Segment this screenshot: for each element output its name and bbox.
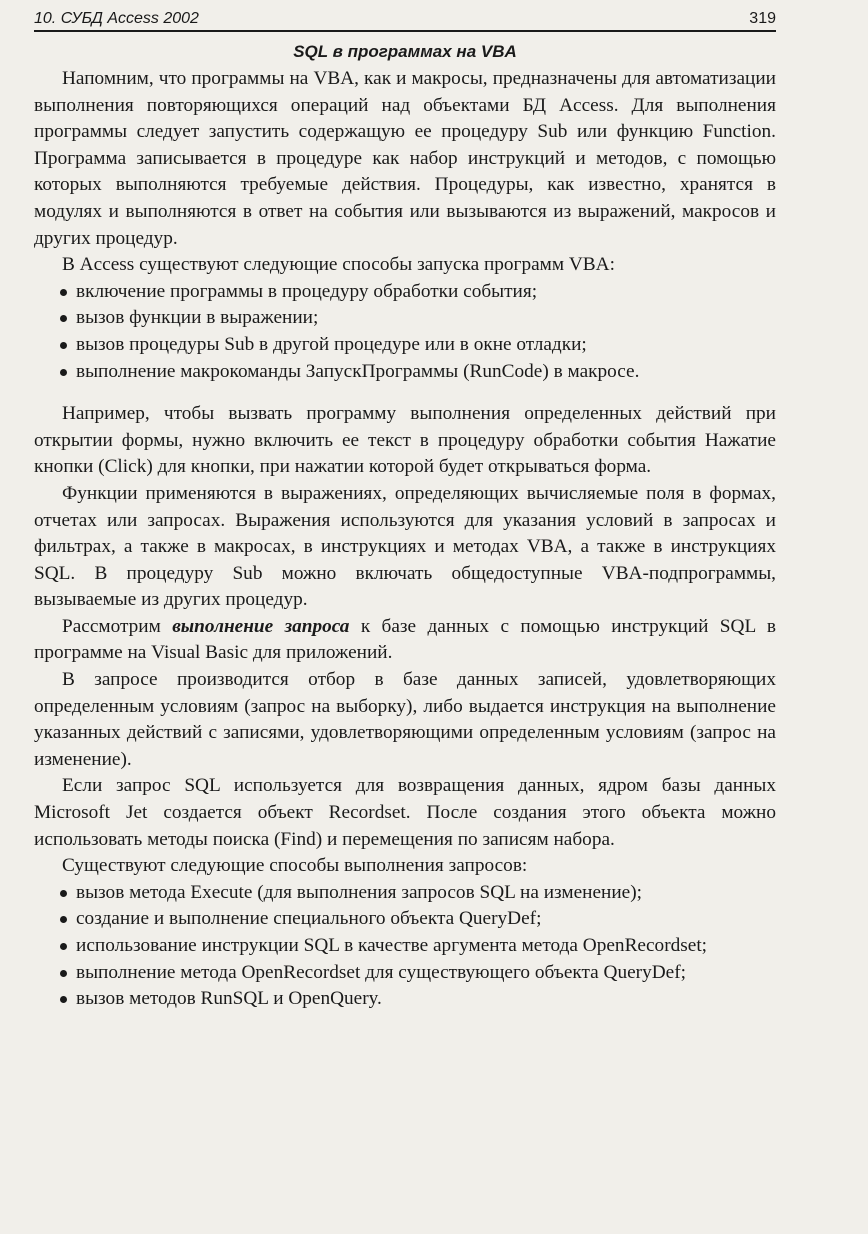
query-methods-list xyxy=(60,880,776,1013)
list-item: вызов процедуры Sub в другой процедуре или в окне отладки; xyxy=(60,332,776,359)
paragraph: Функции применяются в выражениях, определяющих вычисляемые поля в формах, отчетах или запросах. Выражения используются для указания условий в запросах и фильтрах, а также в макросах, в инструкциях и методах VBA, а также в инструкциях SQL. В процедуру Sub можно включать общедоступные VBA-подпрограммы, вызываемые из других процедур. xyxy=(34,482,776,611)
running-header xyxy=(34,4,776,32)
emphasis-term: выполнение запроса xyxy=(172,615,350,637)
section-title: SQL в программах на VBA xyxy=(293,42,517,61)
paragraph xyxy=(34,614,776,667)
list-item: вызов функции в выражении; xyxy=(60,305,776,332)
paragraph: Если запрос SQL используется для возвращения данных, ядром базы данных Microsoft Jet создается объект Recordset. После создания этого объекта можно использовать методы поиска (Find) и перемещения по записям набора. xyxy=(34,775,776,850)
paragraph: Например, чтобы вызвать программу выполнения определенных действий при открытии формы, нужно включить ее текст в процедуру обработки события Нажатие кнопки (Click) для кнопки, при нажатии которой будет открываться форма. xyxy=(34,403,776,478)
list-item: создание и выполнение специального объекта QueryDef; xyxy=(60,906,776,933)
list-item: включение программы в процедуру обработки события; xyxy=(60,279,776,306)
paragraph: Напомним, что программы на VBA, как и макросы, предназначены для автоматизации выполнения повторяющихся операций над объектами БД Access. Для выполнения программы следует запустить содержащую ее процедуру Sub или функцию Function. Программа записывается в процедуре как набор инструкций и методов, с помощью которых выполняются требуемые действия. Процедуры, как известно, хранятся в модулях и выполняются в ответ на события или вызываются из выражений, макросов и других процедур. xyxy=(34,68,776,249)
page-body xyxy=(34,40,776,1013)
paragraph-text: Рассмотрим xyxy=(62,615,173,637)
chapter-title: 10. СУБД Access 2002 xyxy=(34,10,199,27)
paragraph-text: к базе данных с помощью инструкций SQL в программе на Visual Basic для приложений. xyxy=(34,615,776,664)
launch-methods-list xyxy=(60,279,776,385)
list-item: вызов методов RunSQL и OpenQuery. xyxy=(60,986,776,1013)
list-item: выполнение метода OpenRecordset для существующего объекта QueryDef; xyxy=(60,960,776,987)
list-item: использование инструкции SQL в качестве аргумента метода OpenRecordset; xyxy=(60,933,776,960)
paragraph: Существуют следующие способы выполнения запросов: xyxy=(62,855,528,877)
paragraph: В Access существуют следующие способы запуска программ VBA: xyxy=(62,254,615,276)
paragraph: В запросе производится отбор в базе данных записей, удовлетворяющих определенным условиям (запрос на выборку), либо выдается инструкция на выполнение указанных действий с записями, удовлетворяющими определенным условиям (запрос на изменение). xyxy=(34,669,776,770)
list-item: вызов метода Execute (для выполнения запросов SQL на изменение); xyxy=(60,880,776,907)
page-number: 319 xyxy=(749,10,776,27)
list-item: выполнение макрокоманды ЗапускПрограммы (RunCode) в макросе. xyxy=(60,359,776,386)
